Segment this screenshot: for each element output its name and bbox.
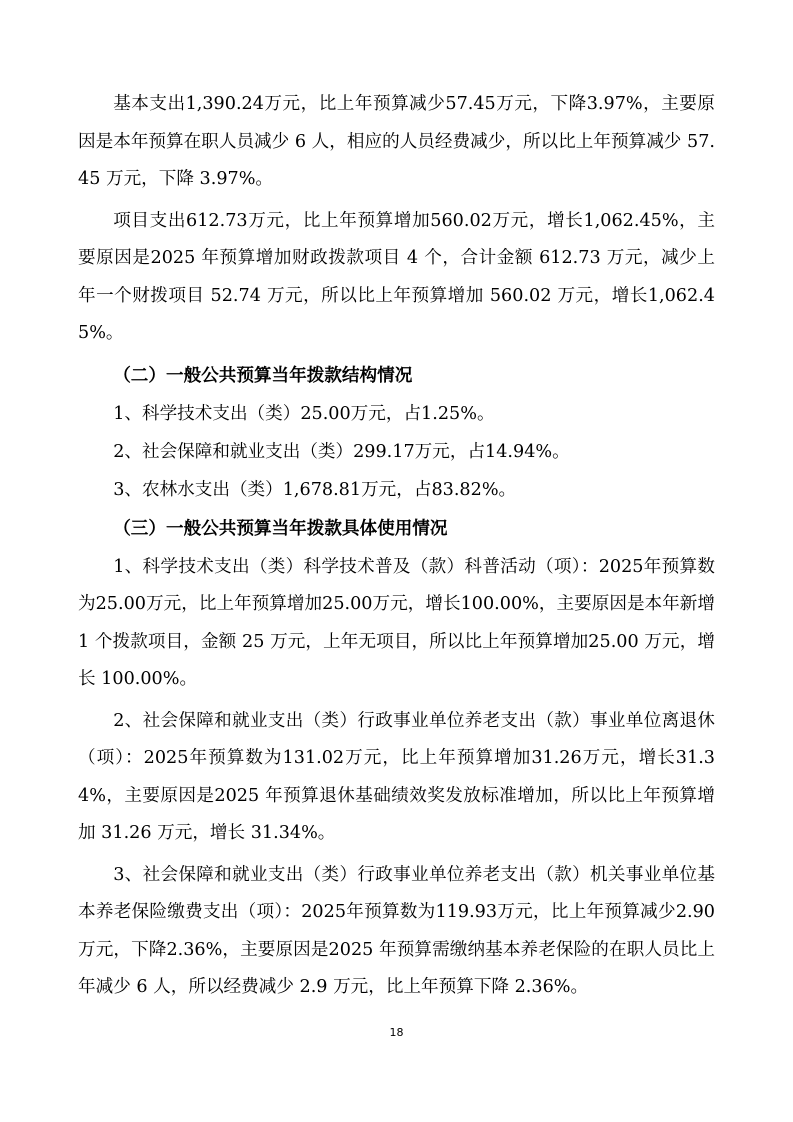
page-number: 18 xyxy=(389,1026,404,1039)
section-3-heading: （三）一般公共预算当年拨款具体使用情况 xyxy=(113,517,448,539)
section-2-heading: （二）一般公共预算当年拨款结构情况 xyxy=(113,364,413,386)
section-3-item-1: 1、科学技术支出（类）科学技术普及（款）科普活动（项）：2025年预算数为25.00万元，比上年预算增加25.00万元，增长100.00%，主要原因是本年新增 1 个拨款项目，金额 25 万元，上年无项目，所以比上年预算增加25.00 万元，增长 100.00%。 xyxy=(78,556,715,689)
section-3-item-2: 2、社会保障和就业支出（类）行政事业单位养老支出（款）事业单位离退休（项）：2025年预算数为131.02万元，比上年预算增加31.26万元，增长31.34%，主要原因是2025 年预算退休基础绩效奖发放标准增加，所以比上年预算增加 31.26 万元，增长 31.34%。 xyxy=(78,710,715,843)
basic-expenditure-paragraph: 基本支出1,390.24万元，比上年预算减少57.45万元，下降3.97%，主要原因是本年预算在职人员减少 6 人，相应的人员经费减少，所以比上年预算减少 57.45 万元，下降 3.97%。 xyxy=(78,94,715,189)
section-2-item-1: 1、科学技术支出（类）25.00万元，占1.25%。 xyxy=(113,403,495,424)
section-2-item-3: 3、农林水支出（类）1,678.81万元，占83.82%。 xyxy=(113,479,517,500)
section-2-item-2: 2、社会保障和就业支出（类）299.17万元，占14.94%。 xyxy=(113,441,570,462)
project-expenditure-paragraph: 项目支出612.73万元，比上年预算增加560.02万元，增长1,062.45%，主要原因是2025 年预算增加财政拨款项目 4 个，合计金额 612.73 万元，减少上年一个财拨项目 52.74 万元，所以比上年预算增加 560.02 万元，增长1,062.45%。 xyxy=(78,210,715,343)
section-3-item-3: 3、社会保障和就业支出（类）行政事业单位养老支出（款）机关事业单位基本养老保险缴费支出（项）：2025年预算数为119.93万元，比上年预算减少2.90万元，下降2.36%，主要原因是2025 年预算需缴纳基本养老保险的在职人员比上年减少 6 人，所以经费减少 2.9 万元，比上年预算下降 2.36%。 xyxy=(78,864,715,997)
